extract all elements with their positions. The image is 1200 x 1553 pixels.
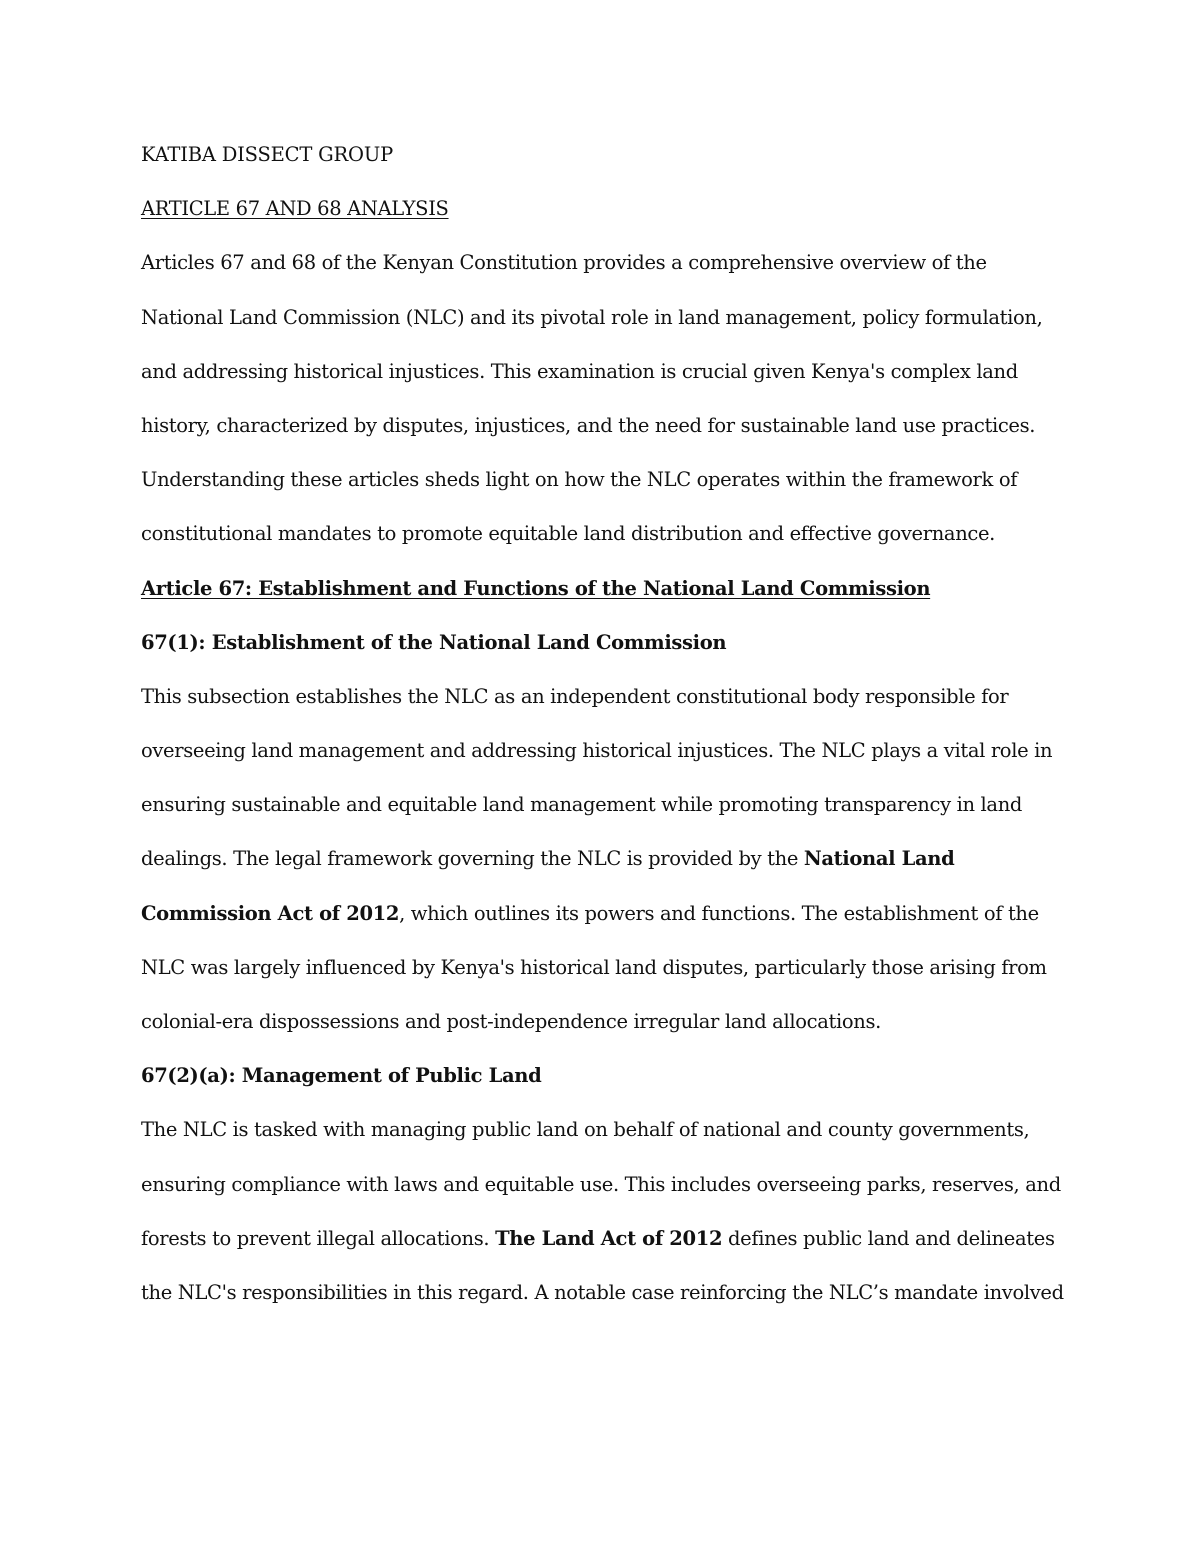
section-67-2a-line: The NLC is tasked with managing public land on behalf of national and county governments, [141,1118,1030,1142]
intro-line: constitutional mandates to promote equitable land distribution and effective governance. [141,522,996,546]
act-name-bold: The Land Act of 2012 [495,1226,723,1250]
document-body [141,128,1064,1320]
intro-line: Articles 67 and 68 of the Kenyan Constitution provides a comprehensive overview of the [141,251,987,275]
intro-line: history, characterized by disputes, injustices, and the need for sustainable land use practices. [141,413,1036,437]
line-text: defines public land and delineates [722,1226,1055,1250]
act-name-bold: Commission Act of 2012 [141,901,400,925]
section-67-1-line [141,832,1061,886]
section-67-2a-line [141,1212,1061,1266]
document-heading: ARTICLE 67 AND 68 ANALYSIS [141,197,449,221]
line-text: , which outlines its powers and functions. The establishment of the [399,901,1039,925]
line-text: dealings. The legal framework governing the NLC is provided by the [141,847,804,871]
intro-line: Understanding these articles sheds light on how the NLC operates within the framework of [141,468,1018,492]
article-67-heading: Article 67: Establishment and Functions of the National Land Commission [141,576,931,600]
act-name-bold: National Land [803,847,955,871]
section-67-1-line: ensuring sustainable and equitable land management while promoting transparency in land [141,793,1023,817]
section-67-1-line: overseeing land management and addressing historical injustices. The NLC plays a vital role in [141,739,1053,763]
section-67-2a-line: the NLC's responsibilities in this regard. A notable case reinforcing the NLC’s mandate involved [141,1280,1064,1304]
line-text: forests to prevent illegal allocations. [141,1226,496,1250]
section-67-2a-heading: 67(2)(a): Management of Public Land [141,1064,542,1088]
section-67-2a-line: ensuring compliance with laws and equitable use. This includes overseeing parks, reserves, and [141,1172,1061,1196]
section-67-1-line: colonial-era dispossessions and post-independence irregular land allocations. [141,1010,881,1033]
group-title: KATIBA DISSECT GROUP [141,143,393,166]
section-67-1-line: This subsection establishes the NLC as an independent constitutional body responsible for [141,684,1009,708]
section-67-1-line: NLC was largely influenced by Kenya's historical land disputes, particularly those arising from [141,955,1047,979]
section-67-1-line [141,887,1061,941]
section-67-1-heading: 67(1): Establishment of the National Land Commission [141,630,727,654]
intro-line: National Land Commission (NLC) and its pivotal role in land management, policy formulation, [141,305,1043,329]
intro-line: and addressing historical injustices. This examination is crucial given Kenya's complex land [141,359,1018,383]
